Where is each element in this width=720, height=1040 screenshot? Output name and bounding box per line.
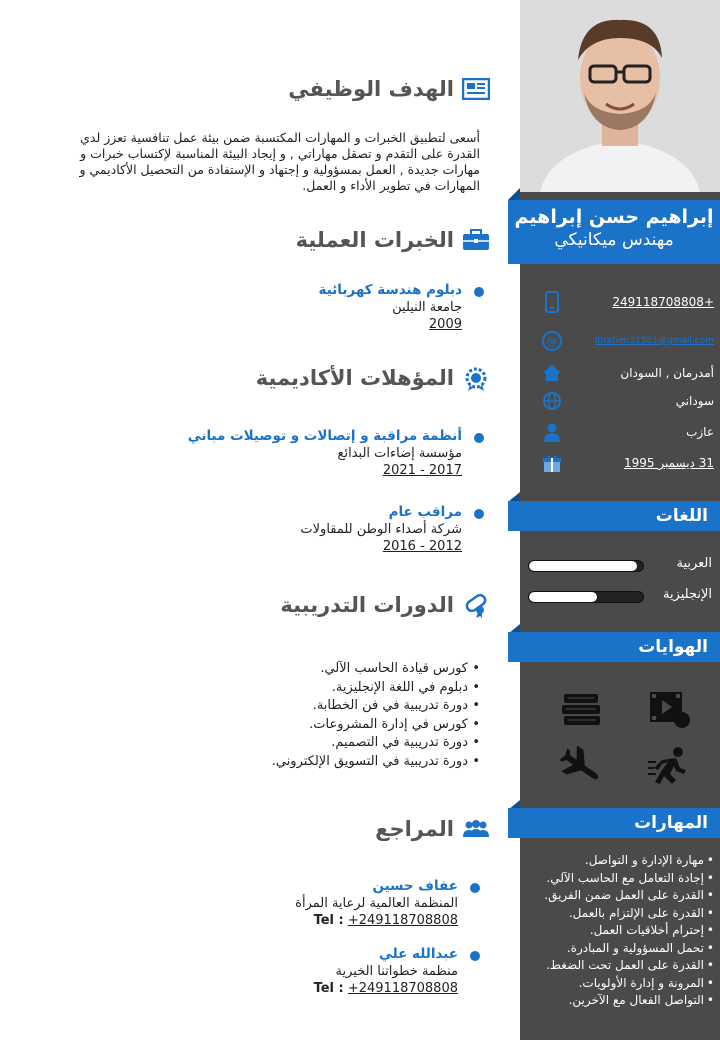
nationality-value: سوداني	[675, 394, 714, 408]
contact-nationality	[528, 389, 714, 413]
language-name: الإنجليزية	[662, 587, 712, 602]
person-icon	[540, 420, 564, 444]
job-title: مهندس ميكانيكي	[554, 230, 674, 250]
bullet-dot	[474, 433, 484, 443]
list-item: • القدرة على العمل ضمن الفريق.	[524, 887, 714, 905]
briefcase-icon	[462, 227, 490, 253]
bullet-dot	[474, 509, 484, 519]
phone-value: +249118708808	[347, 913, 458, 928]
language-level-fill	[529, 561, 637, 571]
qualification-item	[182, 428, 462, 479]
phone-value[interactable]: +249118708808	[612, 295, 714, 309]
entry-org: مؤسسة إضاءات البدائع	[337, 446, 462, 461]
video-icon	[646, 688, 694, 732]
entry-org: جامعة النيلين	[392, 300, 462, 315]
experience-item	[262, 282, 462, 333]
phone-icon	[540, 290, 564, 314]
list-item: • دبلوم في اللغة الإنجليزية.	[200, 679, 480, 698]
entry-org: المنظمة العالمية لرعاية المرأة	[295, 896, 458, 911]
reference-item	[238, 878, 458, 929]
section-courses-title	[280, 592, 490, 618]
language-level-bar	[528, 591, 644, 603]
list-item: • كورس في إدارة المشروعات.	[200, 716, 480, 735]
language-english	[528, 587, 714, 607]
list-item: • القدرة على العمل تحت الضغط.	[524, 957, 714, 975]
list-item: • دورة تدريبية في التسويق الإلكتروني.	[200, 753, 480, 772]
contact-email	[528, 329, 714, 353]
section-objective-title	[288, 76, 490, 102]
running-icon	[644, 744, 692, 788]
entry-title: مراقب عام	[388, 504, 462, 520]
award-icon	[462, 365, 490, 391]
language-arabic	[528, 556, 714, 576]
section-title-text: الهدف الوظيفي	[288, 77, 454, 101]
list-item: • دورة تدريبية في التصميم.	[200, 734, 480, 753]
avatar	[520, 0, 720, 192]
phone-value: +249118708808	[347, 981, 458, 996]
birthdate-value: 31 ديسمبر 1995	[623, 456, 714, 470]
marital-value: عازب	[686, 425, 714, 439]
list-item: • المرونة و إدارة الأولويات.	[524, 975, 714, 993]
contact-marital	[528, 420, 714, 444]
languages-banner: اللغات	[508, 501, 720, 531]
language-level-fill	[529, 592, 597, 602]
bullet-dot	[470, 883, 480, 893]
email-icon	[540, 329, 564, 353]
name-banner-fold	[508, 188, 520, 200]
contact-birthdate	[528, 451, 714, 475]
hobbies-banner: الهوايات	[508, 632, 720, 662]
section-title-text: المؤهلات الأكاديمية	[255, 366, 454, 390]
people-icon	[462, 816, 490, 842]
skills-list	[524, 852, 714, 1010]
list-item: • تحمل المسؤولية و المبادرة.	[524, 940, 714, 958]
list-item: • إجادة التعامل مع الحاسب الآلي.	[524, 870, 714, 888]
location-icon	[540, 361, 564, 385]
list-item: • إحترام أخلاقيات العمل.	[524, 922, 714, 940]
airplane-icon	[558, 744, 606, 788]
reference-phone[interactable]	[314, 981, 458, 996]
objective-text: أسعى لتطبيق الخبرات و المهارات المكتسبة ضمن بيئة عمل تنافسية تعزز لدي القدرة على التقدم و تصقل مهاراتي , و إيجاد البيئة المناسبة لإكتساب خبرات و مهارات جديدة , العمل بمسؤولية و إجتهاد و الإستفادة من التحصيل الأكاديمي و المهارات في تطوير الأداء و العمل.	[79, 130, 480, 193]
globe-icon	[540, 389, 564, 413]
gift-icon	[540, 451, 564, 475]
tel-label: Tel :	[313, 913, 344, 928]
section-references-title	[375, 816, 490, 842]
language-level-bar	[528, 560, 644, 572]
books-icon	[558, 688, 606, 732]
reference-item	[238, 946, 458, 997]
entry-org: شركة أصداء الوطن للمقاولات	[300, 522, 462, 537]
diploma-icon	[462, 592, 490, 618]
name-banner	[508, 200, 720, 264]
language-name: العربية	[676, 556, 712, 571]
entry-date: 2009	[428, 317, 462, 332]
section-experience-title	[296, 227, 490, 253]
section-title-text: الدورات التدريبية	[280, 593, 454, 617]
entry-title: دبلوم هندسة كهربائية	[318, 282, 462, 298]
reference-phone[interactable]	[314, 913, 458, 928]
tel-label: Tel :	[313, 981, 344, 996]
entry-org: منظمة خطواتنا الخيرية	[335, 964, 458, 979]
entry-title: عفاف حسين	[372, 878, 458, 894]
list-item: • كورس قيادة الحاسب الآلي.	[200, 660, 480, 679]
entry-title: أنظمة مراقبة و إتصالات و توصيلات مباني	[187, 428, 462, 444]
list-item: • دورة تدريبية في فن الخطابة.	[200, 697, 480, 716]
list-item: • التواصل الفعال مع الآخرين.	[524, 992, 714, 1010]
svg-text:@: @	[546, 335, 558, 348]
list-item: • مهارة الإدارة و التواصل.	[524, 852, 714, 870]
skills-banner: المهارات	[508, 808, 720, 838]
email-value[interactable]: Ibrahim31581@gmail.com	[594, 336, 714, 346]
bullet-dot	[474, 287, 484, 297]
person-name: إبراهيم حسن إبراهيم	[514, 206, 714, 228]
newspaper-icon	[462, 76, 490, 102]
contact-phone	[528, 290, 714, 314]
contact-location	[528, 361, 714, 385]
profile-photo	[520, 0, 720, 192]
entry-date: 2017 - 2021	[382, 463, 462, 478]
entry-title: عبدالله علي	[378, 946, 458, 962]
section-title-text: الخبرات العملية	[295, 228, 454, 252]
section-title-text: المراجع	[375, 817, 454, 841]
section-qualifications-title	[256, 365, 490, 391]
list-item: • القدرة على الإلتزام بالعمل.	[524, 905, 714, 923]
location-value: أمدرمان , السودان	[620, 366, 714, 380]
courses-list	[200, 660, 480, 771]
bullet-dot	[470, 951, 480, 961]
qualification-item	[182, 504, 462, 555]
entry-date: 2012 - 2016	[382, 539, 462, 554]
